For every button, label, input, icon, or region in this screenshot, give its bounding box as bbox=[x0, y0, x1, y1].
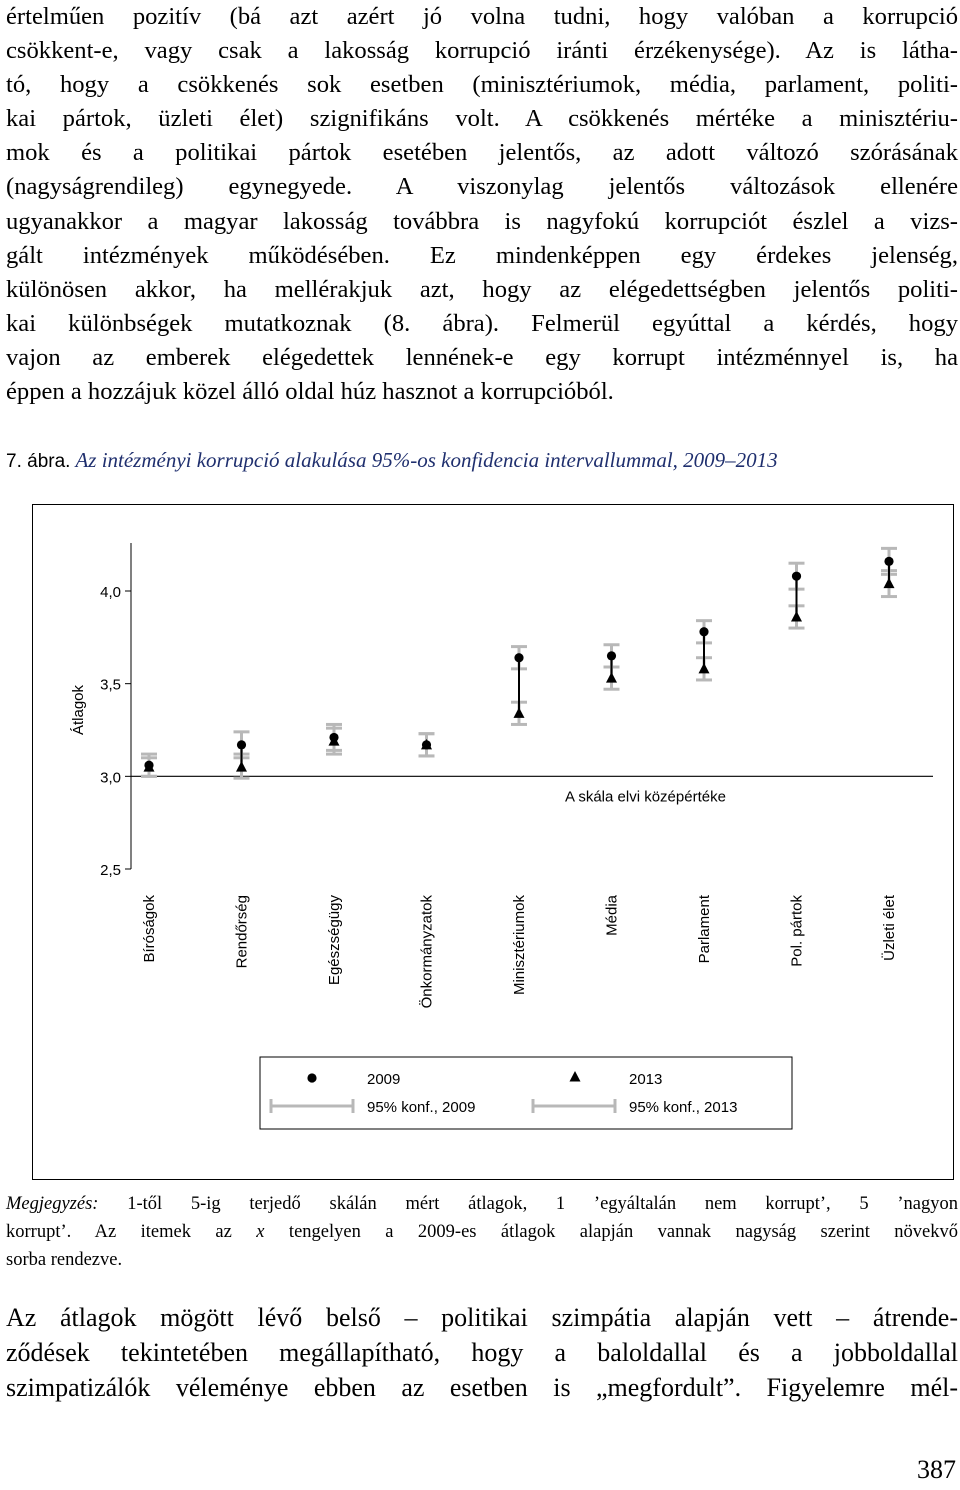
text-line: tó, hogy a csökkenés sok esetben (minisztériumok, média, parlament, politi- bbox=[6, 71, 958, 99]
y-tick-label: 2,5 bbox=[100, 862, 121, 879]
legend-2009-marker bbox=[307, 1073, 316, 1082]
series-2013-point bbox=[884, 578, 895, 589]
text-line: csökkent-e, vagy csak a lakosság korrupció iránti érzékenysége). Az is látha- bbox=[6, 37, 958, 65]
x-category-label: Pol. pártok bbox=[788, 895, 806, 967]
body-paragraph-1 bbox=[6, 0, 958, 409]
x-category-label: Bíróságok bbox=[141, 895, 158, 963]
body-paragraph-2 bbox=[6, 1300, 958, 1405]
reference-line-label: A skála elvi középértéke bbox=[565, 788, 726, 806]
x-category-label: Parlament bbox=[696, 895, 713, 964]
x-category-label: Rendőrség bbox=[233, 895, 251, 969]
text-line: értelműen pozitív (bá azt azért jó volna tudni, hogy valóban a korrupció bbox=[6, 3, 958, 30]
chart bbox=[33, 505, 955, 1181]
text-line: kai különbségek mutatkoznak (8. ábra). Felmerül egyúttal a kérdés, hogy bbox=[6, 309, 958, 337]
x-category-label: Média bbox=[603, 895, 621, 936]
text-line: mok és a politikai pártok esetében jelentős, az adott változó szórásának bbox=[6, 139, 958, 167]
note-line bbox=[6, 1246, 958, 1274]
x-category-label: Üzleti élet bbox=[881, 895, 898, 961]
note-line bbox=[6, 1218, 958, 1246]
note-label: Megjegyzés: bbox=[6, 1194, 99, 1214]
y-axis-label: Átlagok bbox=[70, 684, 87, 736]
text-line: éppen a hozzájuk közel álló oldal húz hasznot a korrupcióból. bbox=[6, 378, 614, 406]
y-tick-label: 4,0 bbox=[100, 584, 121, 601]
note-line bbox=[6, 1190, 958, 1218]
text-line: (nagyságrendileg) egynegyede. A viszonylag jelentős változások ellenére bbox=[6, 173, 958, 201]
series-2009-point bbox=[884, 557, 893, 566]
note-text: sorba rendezve. bbox=[6, 1250, 123, 1270]
text-line: szimpatizálók véleménye ebben az esetben is „megfordult”. Figyelemre mél- bbox=[6, 1373, 958, 1402]
series-2009-point bbox=[514, 653, 523, 662]
series-2013-point bbox=[236, 761, 247, 772]
figure-note bbox=[6, 1190, 958, 1274]
page-number: 387 bbox=[917, 1455, 956, 1484]
legend-2013-label: 2013 bbox=[629, 1071, 663, 1088]
series-2013-point bbox=[514, 707, 525, 718]
series-2009-point bbox=[237, 740, 246, 749]
series-2013-point bbox=[606, 672, 617, 683]
text-line: vajon az emberek elégedettek lennének-e egy korrupt intézménnyel is, ha bbox=[6, 343, 958, 371]
x-category-label: Önkormányzatok bbox=[418, 895, 436, 1009]
x-category-label: Egészségügy bbox=[326, 895, 343, 986]
legend-box bbox=[260, 1057, 792, 1129]
series-2009-point bbox=[607, 651, 616, 660]
legend-ci-2009-label: 95% konf., 2009 bbox=[367, 1099, 476, 1116]
series-2009-point bbox=[699, 627, 708, 636]
text-line: kai pártok, üzleti élet) szignifikáns volt. A csökkenés mértéke a minisztériu- bbox=[6, 105, 958, 133]
figure-title: Az intézményi korrupció alakulása 95%-os konfidencia intervallummal, 2009–2013 bbox=[75, 448, 778, 472]
text-line: ződések tekintetében megállapítható, hogy a baloldallal és a jobboldallal bbox=[6, 1338, 958, 1367]
text-line: ugyanakkor a magyar lakosság továbbra is nagyfokú korrupciót észlel a vizs- bbox=[6, 207, 958, 235]
legend-2009-label: 2009 bbox=[367, 1071, 401, 1088]
note-text: tengelyen a 2009-es átlagok alapján vannak nagyság szerint növekvő bbox=[264, 1222, 958, 1242]
series-2009-point bbox=[792, 572, 801, 581]
series-2013-point bbox=[791, 611, 802, 622]
legend-ci-2013-label: 95% konf., 2013 bbox=[629, 1099, 738, 1116]
chart-frame bbox=[32, 504, 954, 1180]
figure-caption bbox=[6, 448, 958, 473]
y-tick-label: 3,5 bbox=[100, 676, 121, 694]
x-category-label: Minisztériumok bbox=[511, 895, 528, 996]
text-line: különösen akkor, ha mellérakjuk azt, hogy az elégedettségben jelentős politi- bbox=[6, 275, 958, 303]
text-line: Az átlagok mögött lévő belső – politikai szimpátia alapján vett – átrende- bbox=[6, 1303, 958, 1332]
note-axis-symbol: x bbox=[256, 1222, 265, 1242]
figure-number: 7. ábra. bbox=[6, 451, 71, 472]
note-text: korrupt’. Az itemek az bbox=[6, 1222, 257, 1242]
y-tick-label: 3,0 bbox=[100, 769, 121, 787]
text-line: gált intézmények működésében. Ez mindenképpen egy érdekes jelenség, bbox=[6, 241, 958, 269]
note-text: 1-től 5-ig terjedő skálán mért átlagok, 1 ’egyáltalán nem korrupt’, 5 ’nagyon bbox=[98, 1194, 958, 1214]
series-2013-point bbox=[699, 663, 710, 674]
